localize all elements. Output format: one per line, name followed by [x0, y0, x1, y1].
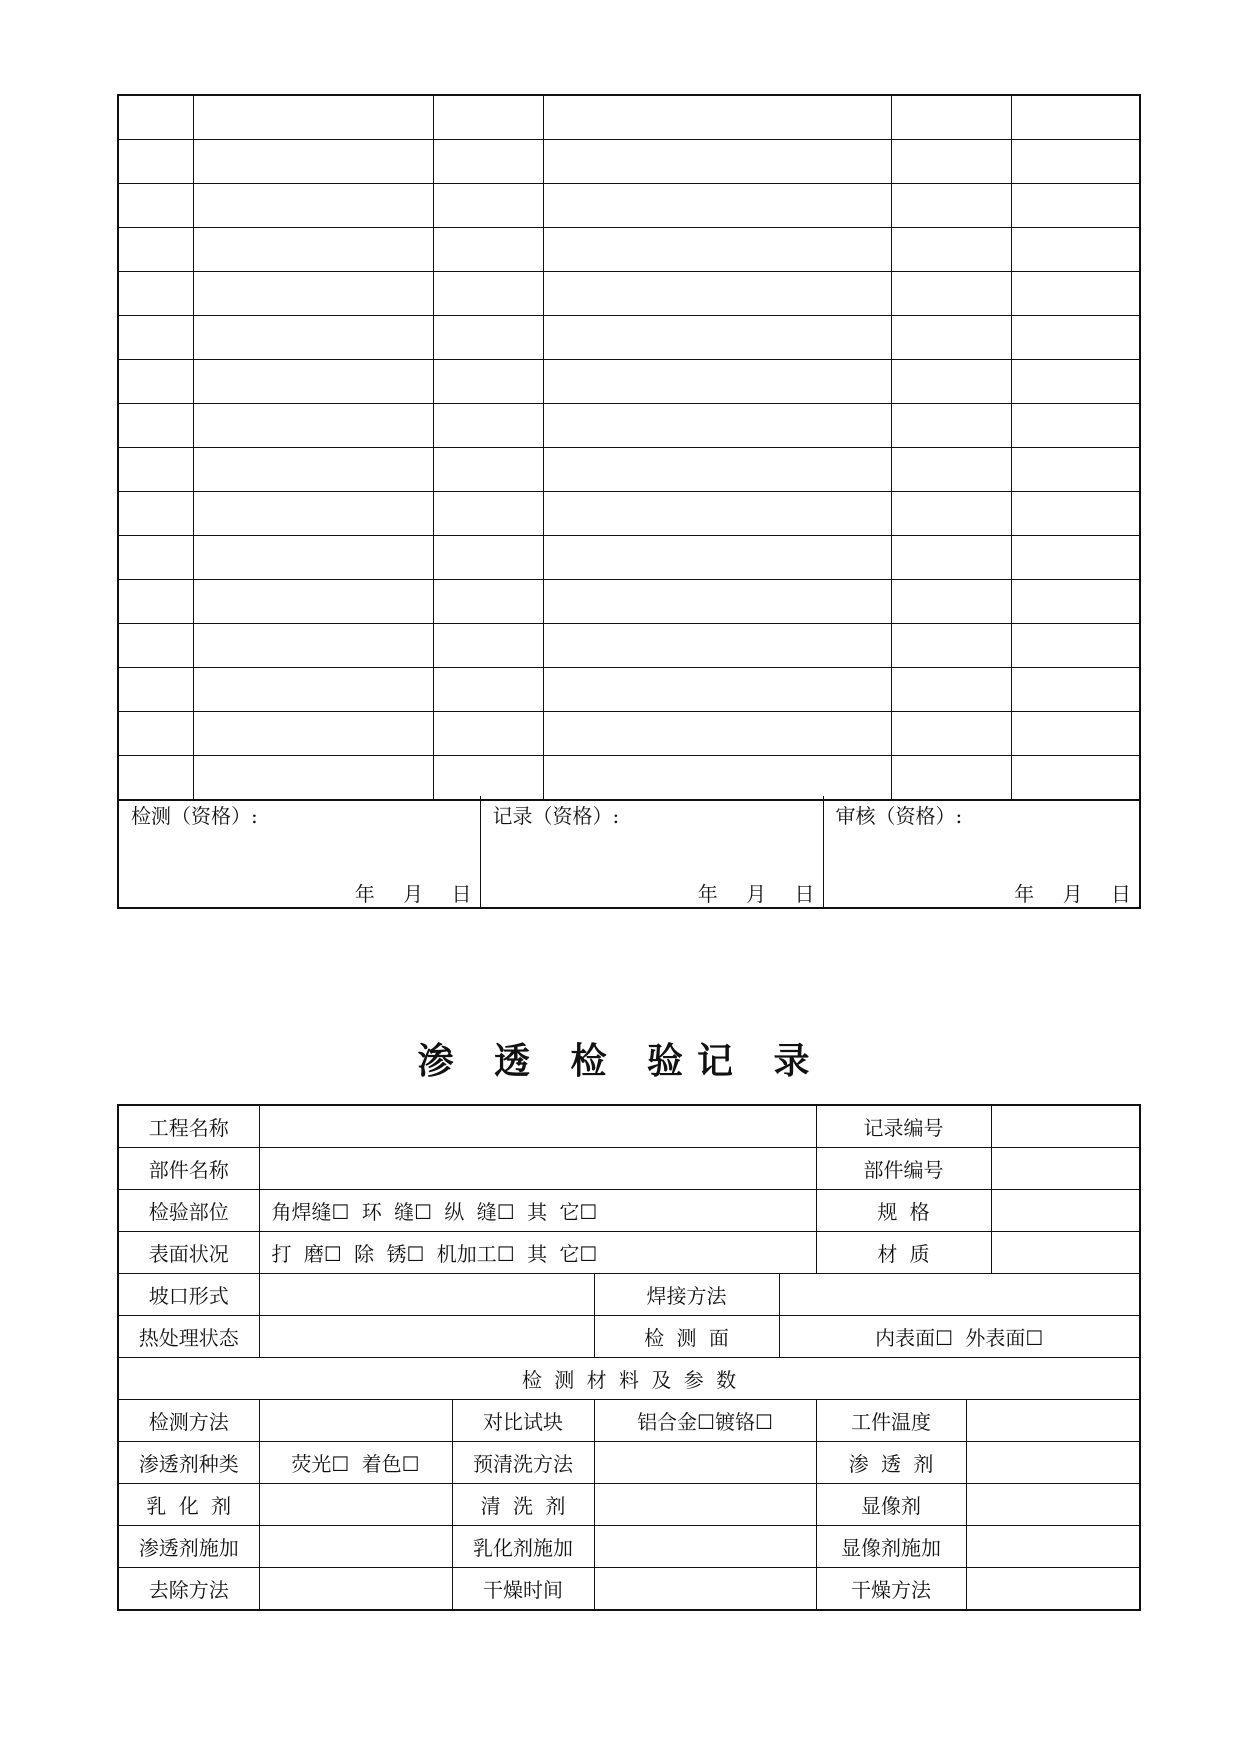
grid-cell[interactable] [543, 668, 891, 712]
dry-method-label: 干燥方法 [816, 1568, 966, 1611]
ref-block-label: 对比试块 [452, 1400, 594, 1442]
grid-body [118, 95, 1140, 800]
grid-row [118, 360, 1140, 404]
project-name-field[interactable] [259, 1105, 816, 1148]
grid-cell[interactable] [891, 95, 1011, 140]
grid-cell[interactable] [543, 272, 891, 316]
grid-cell[interactable] [1011, 228, 1140, 272]
developer-apply-label: 显像剂施加 [816, 1526, 966, 1568]
grid-cell[interactable] [1011, 624, 1140, 668]
page-title: 渗 透 检 验记 录 [417, 1040, 824, 1082]
part-no-label: 部件编号 [816, 1148, 991, 1190]
record-date: 年 月 日 [697, 882, 815, 906]
grid-cell[interactable] [891, 448, 1011, 492]
grid-cell[interactable] [891, 536, 1011, 580]
emulsifier-apply-label: 乳化剂施加 [452, 1526, 594, 1568]
grid-cell[interactable] [433, 712, 543, 756]
grid-cell[interactable] [543, 756, 891, 801]
part-no-field[interactable] [991, 1148, 1140, 1190]
table-row [118, 1190, 1140, 1232]
table-row [118, 1400, 1140, 1442]
grid-cell[interactable] [543, 536, 891, 580]
grid-cell[interactable] [891, 624, 1011, 668]
grid-row [118, 448, 1140, 492]
penetrant-record-table [117, 1104, 1141, 1611]
grid-cell[interactable] [1011, 95, 1140, 140]
grid-cell[interactable] [1011, 492, 1140, 536]
grid-cell[interactable] [433, 316, 543, 360]
record-no-label: 记录编号 [816, 1105, 991, 1148]
grid-row [118, 95, 1140, 140]
grid-cell[interactable] [891, 580, 1011, 624]
dry-time-field[interactable] [594, 1568, 816, 1611]
inspect-location-options[interactable]: 角焊缝☐ 环 缝☐ 纵 缝☐ 其 它☐ [259, 1190, 816, 1232]
removal-label: 去除方法 [118, 1568, 259, 1611]
review-signature-cell[interactable] [823, 796, 1140, 908]
grid-cell[interactable] [118, 404, 193, 448]
grid-cell[interactable] [193, 712, 433, 756]
grid-cell[interactable] [433, 536, 543, 580]
grid-cell[interactable] [193, 756, 433, 801]
grid-cell[interactable] [891, 184, 1011, 228]
grid-cell[interactable] [193, 448, 433, 492]
detect-surface-label: 检 测 面 [594, 1316, 779, 1358]
grid-cell[interactable] [543, 580, 891, 624]
part-name-field[interactable] [259, 1148, 816, 1190]
emulsifier-field[interactable] [259, 1484, 452, 1526]
grid-cell[interactable] [118, 580, 193, 624]
grid-row [118, 756, 1140, 801]
grid-cell[interactable] [1011, 536, 1140, 580]
grid-cell[interactable] [543, 448, 891, 492]
grid-cell[interactable] [543, 360, 891, 404]
table-row [118, 1568, 1140, 1611]
table-row [118, 1442, 1140, 1484]
table-row [118, 1105, 1140, 1148]
grid-cell[interactable] [433, 228, 543, 272]
grid-cell[interactable] [433, 360, 543, 404]
grid-cell[interactable] [543, 404, 891, 448]
grid-cell[interactable] [193, 668, 433, 712]
penetrant-type-options[interactable]: 荧光☐ 着色☐ [259, 1442, 452, 1484]
grid-cell[interactable] [433, 404, 543, 448]
grid-row [118, 228, 1140, 272]
grid-cell[interactable] [891, 316, 1011, 360]
grid-cell[interactable] [543, 492, 891, 536]
grid-cell[interactable] [433, 448, 543, 492]
penetrant-field[interactable] [966, 1442, 1140, 1484]
inspect-signature-cell[interactable] [118, 796, 480, 908]
inspect-location-label: 检验部位 [118, 1190, 259, 1232]
detect-surface-options[interactable]: 内表面☐ 外表面☐ [779, 1316, 1140, 1358]
grid-cell[interactable] [193, 184, 433, 228]
grid-cell[interactable] [1011, 756, 1140, 801]
grid-cell[interactable] [1011, 668, 1140, 712]
work-temp-label: 工件温度 [816, 1400, 966, 1442]
part-name-label: 部件名称 [118, 1148, 259, 1190]
grid-cell[interactable] [543, 228, 891, 272]
grid-cell[interactable] [118, 624, 193, 668]
weld-method-label: 焊接方法 [594, 1274, 779, 1316]
grid-cell[interactable] [193, 492, 433, 536]
groove-field[interactable] [259, 1274, 594, 1316]
grid-cell[interactable] [891, 668, 1011, 712]
table-row [118, 1316, 1140, 1358]
section-header: 检 测 材 料 及 参 数 [118, 1358, 1140, 1400]
grid-cell[interactable] [118, 184, 193, 228]
groove-label: 坡口形式 [118, 1274, 259, 1316]
grid-cell[interactable] [891, 492, 1011, 536]
grid-row [118, 404, 1140, 448]
grid-cell[interactable] [193, 624, 433, 668]
grid-cell[interactable] [118, 712, 193, 756]
table-row [118, 1358, 1140, 1400]
grid-cell[interactable] [118, 360, 193, 404]
surface-label: 表面状况 [118, 1232, 259, 1274]
grid-cell[interactable] [118, 536, 193, 580]
grid-row [118, 624, 1140, 668]
grid-cell[interactable] [1011, 712, 1140, 756]
project-name-label: 工程名称 [118, 1105, 259, 1148]
grid-cell[interactable] [543, 140, 891, 184]
spec-field[interactable] [991, 1190, 1140, 1232]
grid-cell[interactable] [1011, 404, 1140, 448]
material-label: 材 质 [816, 1232, 991, 1274]
penetrant-apply-field[interactable] [259, 1526, 452, 1568]
record-signature-label: 记录（资格）: [492, 804, 620, 828]
inspect-date: 年 月 日 [354, 882, 472, 906]
removal-field[interactable] [259, 1568, 452, 1611]
table-row [118, 1526, 1140, 1568]
spec-label: 规 格 [816, 1190, 991, 1232]
grid-cell[interactable] [1011, 316, 1140, 360]
grid-cell[interactable] [193, 316, 433, 360]
grid-cell[interactable] [433, 580, 543, 624]
grid-cell[interactable] [118, 756, 193, 801]
grid-row [118, 712, 1140, 756]
grid-cell[interactable] [118, 492, 193, 536]
grid-cell[interactable] [433, 492, 543, 536]
heat-treat-label: 热处理状态 [118, 1316, 259, 1358]
grid-cell[interactable] [193, 95, 433, 140]
grid-cell[interactable] [433, 756, 543, 801]
grid-cell[interactable] [433, 140, 543, 184]
grid-cell[interactable] [891, 272, 1011, 316]
grid-row [118, 580, 1140, 624]
grid-row [118, 316, 1140, 360]
penetrant-label: 渗 透 剂 [816, 1442, 966, 1484]
grid-cell[interactable] [1011, 360, 1140, 404]
review-date: 年 月 日 [1014, 882, 1131, 906]
grid-cell[interactable] [193, 140, 433, 184]
grid-cell[interactable] [118, 95, 193, 140]
table-row [118, 1148, 1140, 1190]
preclean-field[interactable] [594, 1442, 816, 1484]
ref-block-options[interactable]: 铝合金☐镀铬☐ [594, 1400, 816, 1442]
grid-cell[interactable] [1011, 448, 1140, 492]
developer-label: 显像剂 [816, 1484, 966, 1526]
grid-row [118, 536, 1140, 580]
dry-time-label: 干燥时间 [452, 1568, 594, 1611]
emulsifier-label: 乳 化 剂 [118, 1484, 259, 1526]
developer-apply-field[interactable] [966, 1526, 1140, 1568]
grid-cell[interactable] [543, 624, 891, 668]
record-no-field[interactable] [991, 1105, 1140, 1148]
grid-row [118, 492, 1140, 536]
grid-cell[interactable] [118, 448, 193, 492]
grid-cell[interactable] [1011, 580, 1140, 624]
grid-cell[interactable] [433, 668, 543, 712]
grid-cell[interactable] [891, 712, 1011, 756]
grid-row [118, 668, 1140, 712]
cleaner-label: 清 洗 剂 [452, 1484, 594, 1526]
cleaner-field[interactable] [594, 1484, 816, 1526]
heat-treat-field[interactable] [259, 1316, 594, 1358]
grid-cell[interactable] [891, 228, 1011, 272]
grid-cell[interactable] [118, 272, 193, 316]
table-row [118, 1274, 1140, 1316]
grid-cell[interactable] [193, 536, 433, 580]
penetrant-apply-label: 渗透剂施加 [118, 1526, 259, 1568]
weld-method-field[interactable] [779, 1274, 1140, 1316]
penetrant-type-label: 渗透剂种类 [118, 1442, 259, 1484]
blank-record-grid [117, 94, 1141, 801]
review-signature-label: 审核（资格）: [835, 804, 963, 828]
signature-block [117, 796, 1141, 909]
grid-cell[interactable] [118, 228, 193, 272]
signature-row [118, 796, 1140, 908]
work-temp-field[interactable] [966, 1400, 1140, 1442]
grid-cell[interactable] [891, 360, 1011, 404]
grid-cell[interactable] [1011, 184, 1140, 228]
method-field[interactable] [259, 1400, 452, 1442]
material-field[interactable] [991, 1232, 1140, 1274]
developer-field[interactable] [966, 1484, 1140, 1526]
record-signature-cell[interactable] [480, 796, 823, 908]
grid-cell[interactable] [193, 228, 433, 272]
grid-row [118, 272, 1140, 316]
grid-cell[interactable] [193, 272, 433, 316]
inspect-signature-label: 检测（资格）: [131, 804, 258, 828]
grid-cell[interactable] [193, 580, 433, 624]
grid-cell[interactable] [118, 316, 193, 360]
grid-row [118, 140, 1140, 184]
table-row [118, 1232, 1140, 1274]
grid-cell[interactable] [891, 140, 1011, 184]
grid-cell[interactable] [433, 624, 543, 668]
grid-cell[interactable] [193, 360, 433, 404]
grid-cell[interactable] [1011, 272, 1140, 316]
grid-row [118, 184, 1140, 228]
grid-cell[interactable] [543, 712, 891, 756]
grid-cell[interactable] [543, 95, 891, 140]
grid-cell[interactable] [433, 95, 543, 140]
table-row [118, 1484, 1140, 1526]
grid-cell[interactable] [433, 272, 543, 316]
grid-cell[interactable] [193, 404, 433, 448]
grid-cell[interactable] [543, 316, 891, 360]
grid-cell[interactable] [118, 140, 193, 184]
preclean-label: 预清洗方法 [452, 1442, 594, 1484]
grid-cell[interactable] [891, 756, 1011, 801]
emulsifier-apply-field[interactable] [594, 1526, 816, 1568]
grid-cell[interactable] [1011, 140, 1140, 184]
grid-cell[interactable] [891, 404, 1011, 448]
grid-cell[interactable] [433, 184, 543, 228]
grid-cell[interactable] [118, 668, 193, 712]
method-label: 检测方法 [118, 1400, 259, 1442]
surface-options[interactable]: 打 磨☐ 除 锈☐ 机加工☐ 其 它☐ [259, 1232, 816, 1274]
grid-cell[interactable] [543, 184, 891, 228]
dry-method-field[interactable] [966, 1568, 1140, 1611]
